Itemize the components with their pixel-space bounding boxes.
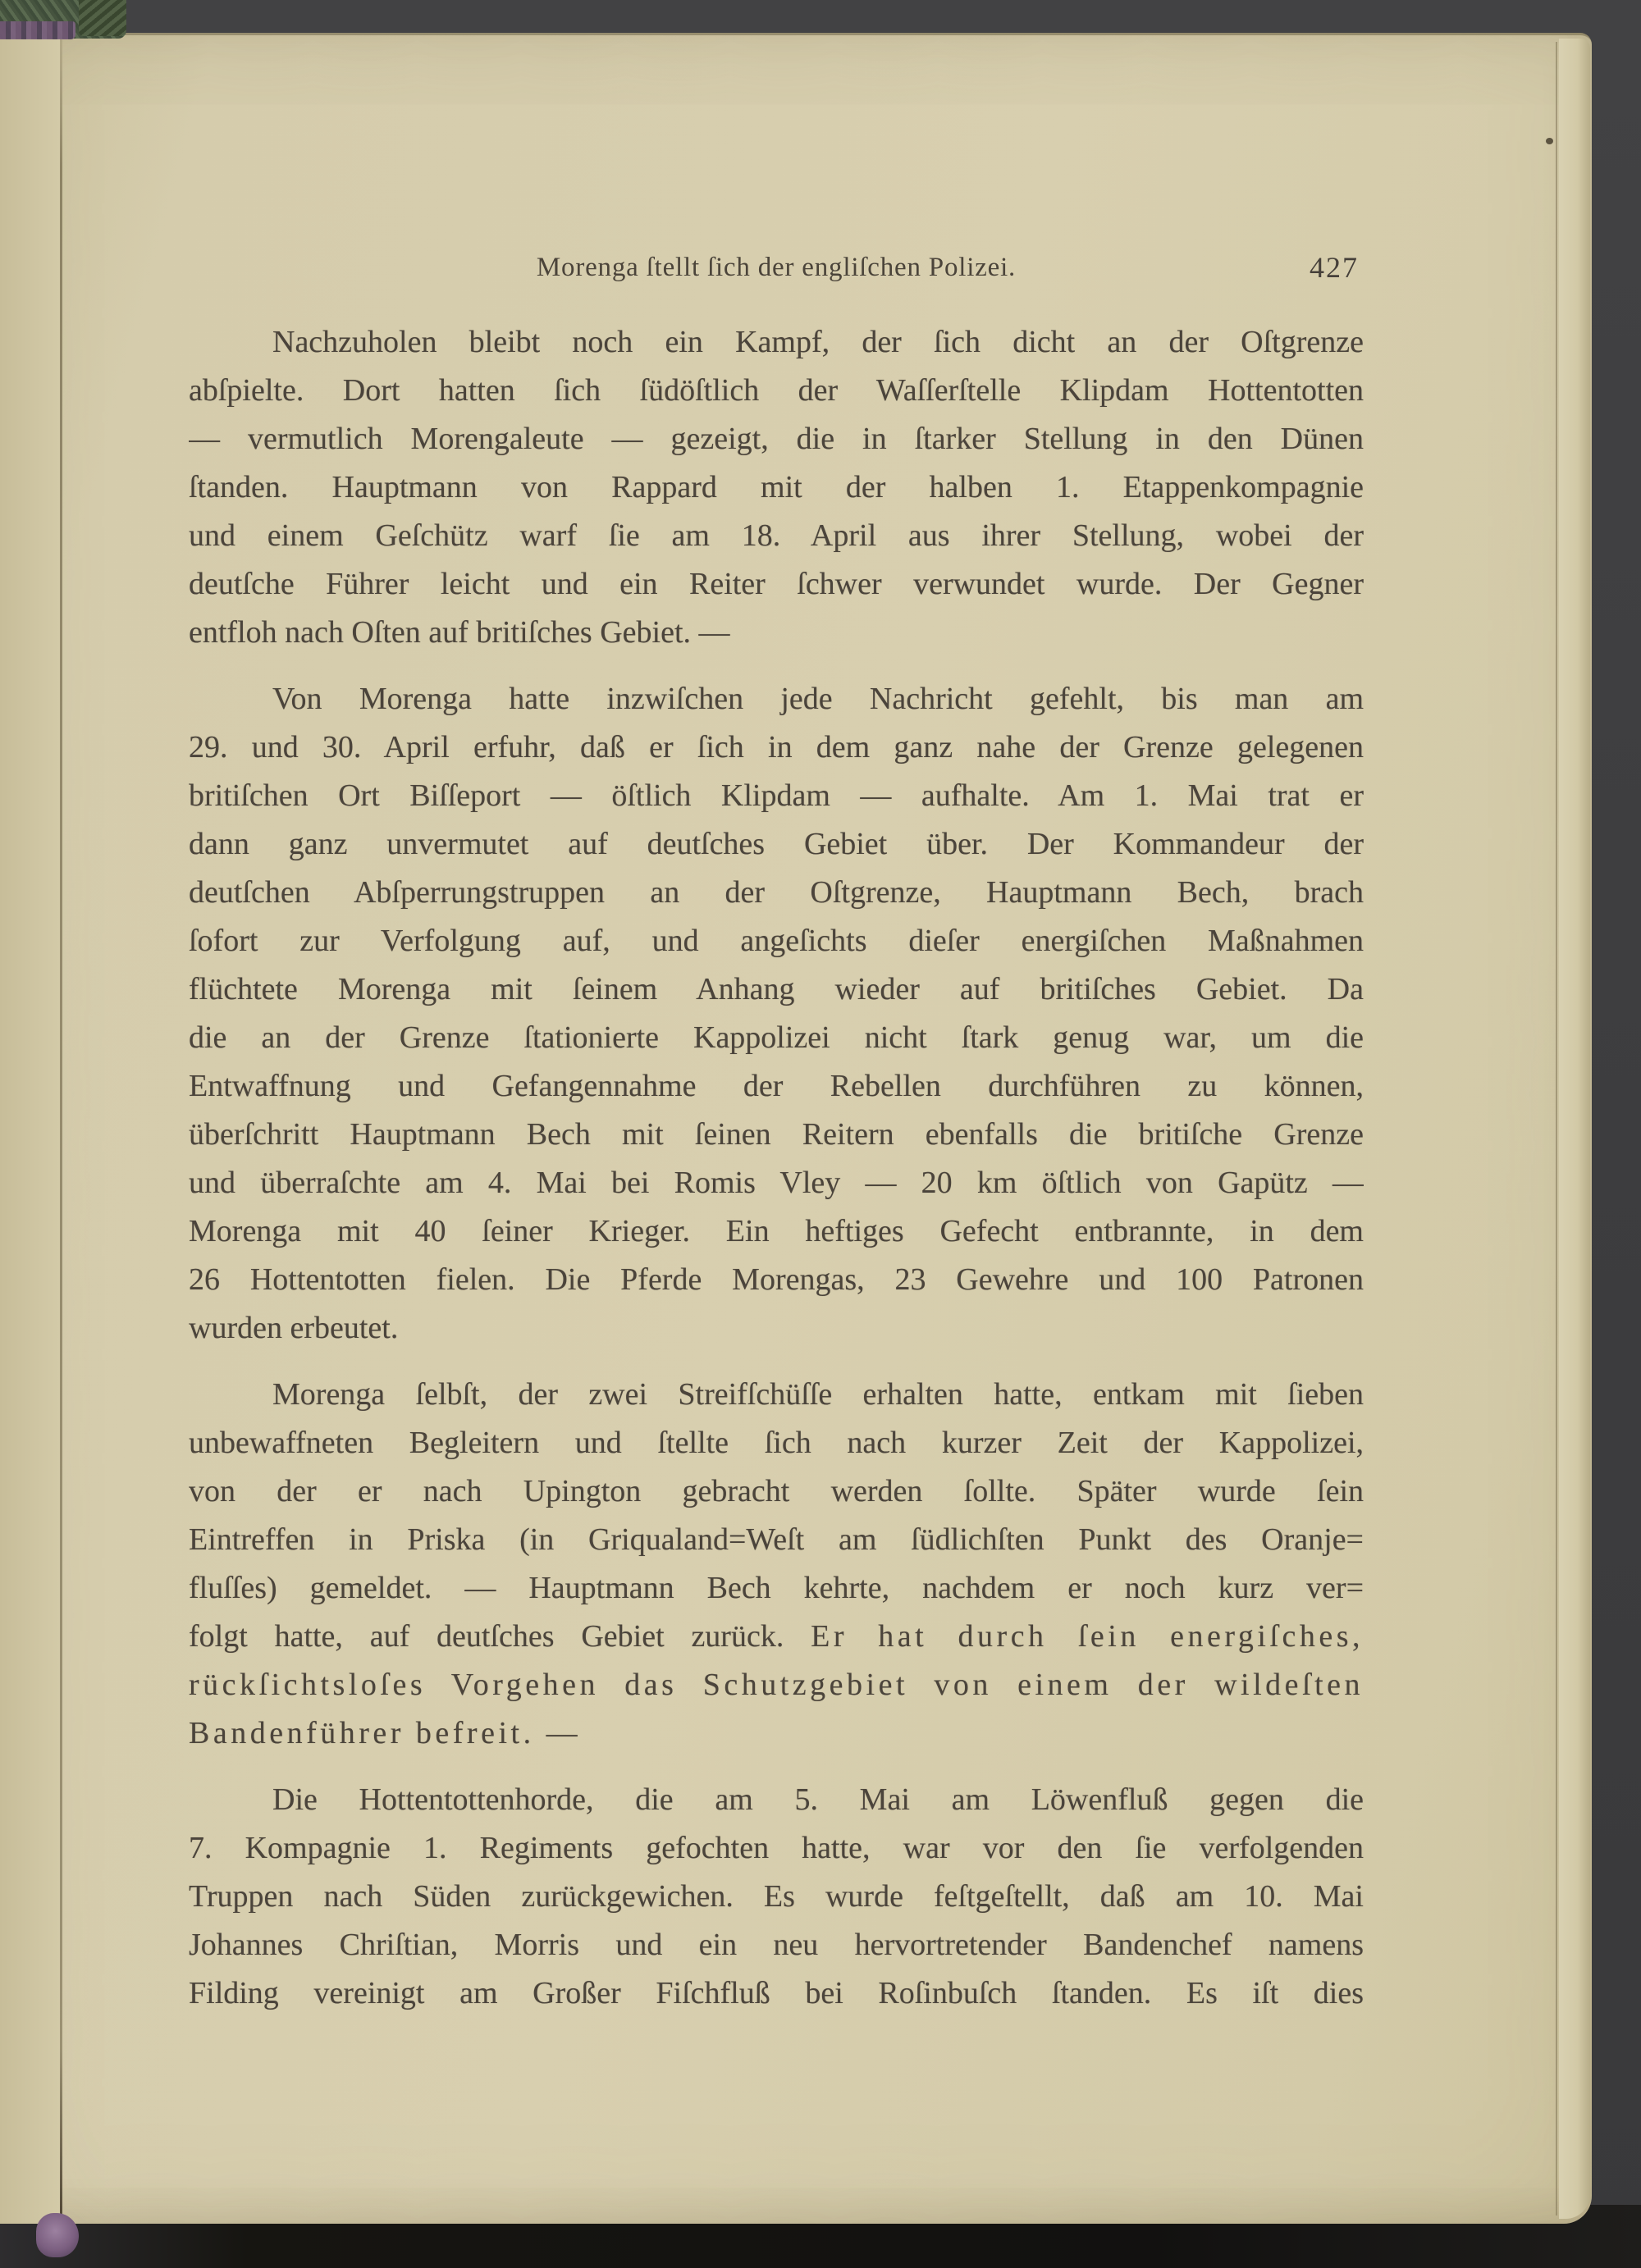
text-run: Er hat durch ſein energiſches, [811,1619,1364,1654]
text-line: Morenga ſelbſt, der zwei Streifſchüſſe erhalten hatte, entkam mit ſieben [272,1377,1364,1412]
text-line: Filding vereinigt am Großer Fiſchfluß bei Roſinbuſch ſtanden. Es iſt dies [189,1976,1364,2010]
text-line: entfloh nach Oſten auf britiſches Gebiet. — [189,615,730,650]
page-edge-line [1556,42,1557,2216]
paragraph [189,1371,1364,1758]
text-line: 7. Kompagnie 1. Regiments gefochten hatte, war vor den ſie verfolgenden [189,1831,1364,1865]
ink-speck [1546,138,1553,144]
text-line: überſchritt Hauptmann Bech mit ſeinen Reitern ebenfalls die britiſche Grenze [189,1117,1364,1152]
text-line: britiſchen Ort Biſſeport — öſtlich Klipdam — aufhalte. Am 1. Mai trat er [189,778,1364,813]
text-line: — vermutlich Morengaleute — gezeigt, die in ſtarker Stellung in den Dünen [189,422,1364,456]
bookmark-tuft-purple [36,2213,79,2257]
text-line: Bandenführer befreit. — [189,1716,582,1750]
text-run: folgt hatte, auf deutſches Gebiet zurück. [189,1619,811,1654]
text-line: dann ganz unvermutet auf deutſches Gebiet über. Der Kommandeur der [189,827,1364,861]
text-line: Von Morenga hatte inzwiſchen jede Nachricht gefehlt, bis man am [272,682,1364,716]
text-line: Die Hottentottenhorde, die am 5. Mai am Löwenfluß gegen die [272,1782,1364,1817]
binding-fabric-tab [79,0,126,36]
previous-page-edge [0,35,60,2224]
text-line: Morenga mit 40 ſeiner Krieger. Ein heftiges Gefecht entbrannte, in dem [189,1214,1364,1248]
text-line: deutſchen Abſperrungstruppen an der Oſtgrenze, Hauptmann Bech, brach [189,875,1364,910]
text-line: und einem Geſchütz warf ſie am 18. April aus ihrer Stellung, wobei der [189,518,1364,553]
paragraph [189,675,1364,1353]
text-line: unbewaffneten Begleitern und ſtellte ſich nach kurzer Zeit der Kappolizei, [189,1426,1364,1460]
text-line: von der er nach Upington gebracht werden ſollte. Später wurde ſein [189,1474,1364,1508]
text-line: wurden erbeutet. [189,1311,399,1345]
text-column [189,318,1364,2018]
text-line: Truppen nach Süden zurückgewichen. Es wurde feſtgeſtellt, daß am 10. Mai [189,1879,1364,1914]
text-line: Nachzuholen bleibt noch ein Kampf, der ſich dicht an der Oſtgrenze [272,325,1364,359]
paragraph [189,318,1364,657]
text-line: fluſſes) gemeldet. — Hauptmann Bech kehrte, nachdem er noch kurz ver= [189,1571,1364,1605]
page-crease [60,35,62,2224]
text-line: flüchtete Morenga mit ſeinem Anhang wieder auf britiſches Gebiet. Da [189,972,1364,1006]
page-edge-strip [1559,39,1590,2219]
paragraph [189,1776,1364,2018]
text-line: 29. und 30. April erfuhr, daß er ſich in dem ganz nahe der Grenze gelegenen [189,730,1364,764]
binding-thread-purple [0,21,75,39]
text-line: rückſichtsloſes Vorgehen das Schutzgebiet von einem der wildeſten [189,1668,1364,1702]
page-number: 427 [1310,251,1359,284]
page-title: Morenga ſtellt ſich der engliſchen Polizei. [536,253,1017,282]
text-line [189,1613,1364,1661]
text-line: Entwaffnung und Gefangennahme der Rebellen durchführen zu können, [189,1069,1364,1103]
text-line: abſpielte. Dort hatten ſich ſüdöſtlich der Waſſerſtelle Klipdam Hottentotten [189,373,1364,408]
running-header [189,248,1364,287]
text-line: die an der Grenze ſtationierte Kappolizei nicht ſtark genug war, um die [189,1020,1364,1055]
text-line: ſtanden. Hauptmann von Rappard mit der halben 1. Etappenkompagnie [189,470,1364,504]
text-line: 26 Hottentotten fielen. Die Pferde Morengas, 23 Gewehre und 100 Patronen [189,1262,1364,1297]
text-line: und überraſchte am 4. Mai bei Romis Vley — 20 km öſtlich von Gapütz — [189,1166,1364,1200]
text-line: ſofort zur Verfolgung auf, und angeſichts dieſer energiſchen Maßnahmen [189,924,1364,958]
text-line: Johannes Chriſtian, Morris und ein neu hervortretender Bandenchef namens [189,1928,1364,1962]
text-line: deutſche Führer leicht und ein Reiter ſchwer verwundet wurde. Der Gegner [189,567,1364,601]
text-line: Eintreffen in Priska (in Griqualand=Weſt am ſüdlichſten Punkt des Oranje= [189,1522,1364,1557]
